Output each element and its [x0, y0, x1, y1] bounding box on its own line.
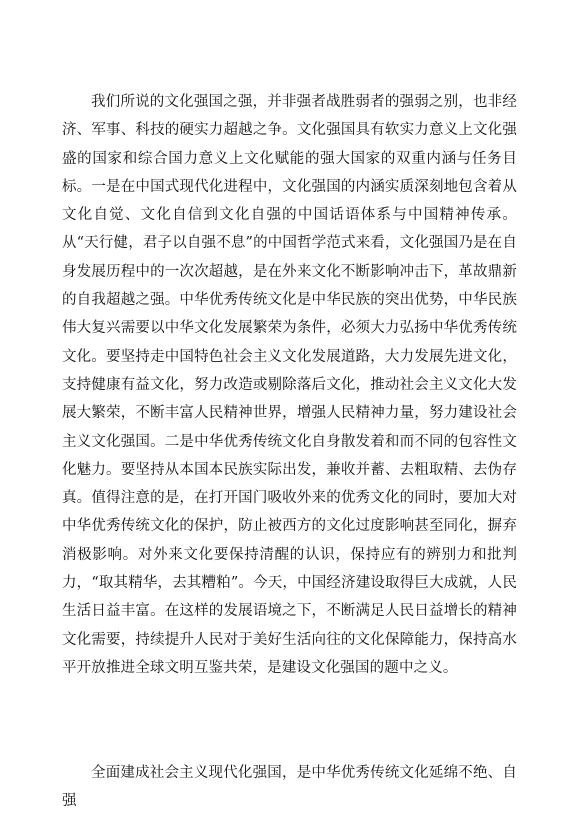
body-paragraph: 我们所说的文化强国之强，并非强者战胜弱者的强弱之别，也非经济、军事、科技的硬实力超越之争。文化强国具有软实力意义上文化强盛的国家和综合国力意义上文化赋能的强大国家的双重内涵与任务目标。一是在中国式现代化进程中，文化强国的内涵实质深刻地包含着从文化自觉、文化自信到文化自强的中国话语体系与中国精神传承。从“天行健，君子以自强不息”的中国哲学范式来看，文化强国乃是在自身发展历程中的一次次超越，是在外来文化不断影响冲击下，革故鼎新的自我超越之强。中华优秀传统文化是中华民族的突出优势，中华民族伟大复兴需要以中华文化发展繁荣为条件，必须大力弘扬中华优秀传统文化。要坚持走中国特色社会主义文化发展道路，大力发展先进文化，支持健康有益文化，努力改造或剔除落后文化，推动社会主义文化大发展大繁荣，不断丰富人民精神世界，增强人民精神力量，努力建设社会主义文化强国。二是中华优秀传统文化自身散发着和而不同的包容性文化魅力。要坚持从本国本民族实际出发，兼收并蓄、去粗取精、去伪存真。值得注意的是，在打开国门吸收外来的优秀文化的同时，要加大对中华优秀传统文化的保护，防止被西方的文化过度影响甚至同化，摒弃消极影响。对外来文化要保持清醒的认识，保持应有的辨别力和批判力，“取其精华，去其糟粕”。今天，中国经济建设取得巨大成就，人民生活日益丰富。在这样的发展语境之下，不断满足人民日益增长的精神文化需要，持续提升人民对于美好生活向往的文化保障能力，保持高水平开放推进全球文明互鉴共荣，是建设文化强国的题中之义。	[62, 94, 517, 676]
body-paragraph: 全面建成社会主义现代化强国，是中华优秀传统文化延绵不绝、自强	[62, 765, 517, 810]
